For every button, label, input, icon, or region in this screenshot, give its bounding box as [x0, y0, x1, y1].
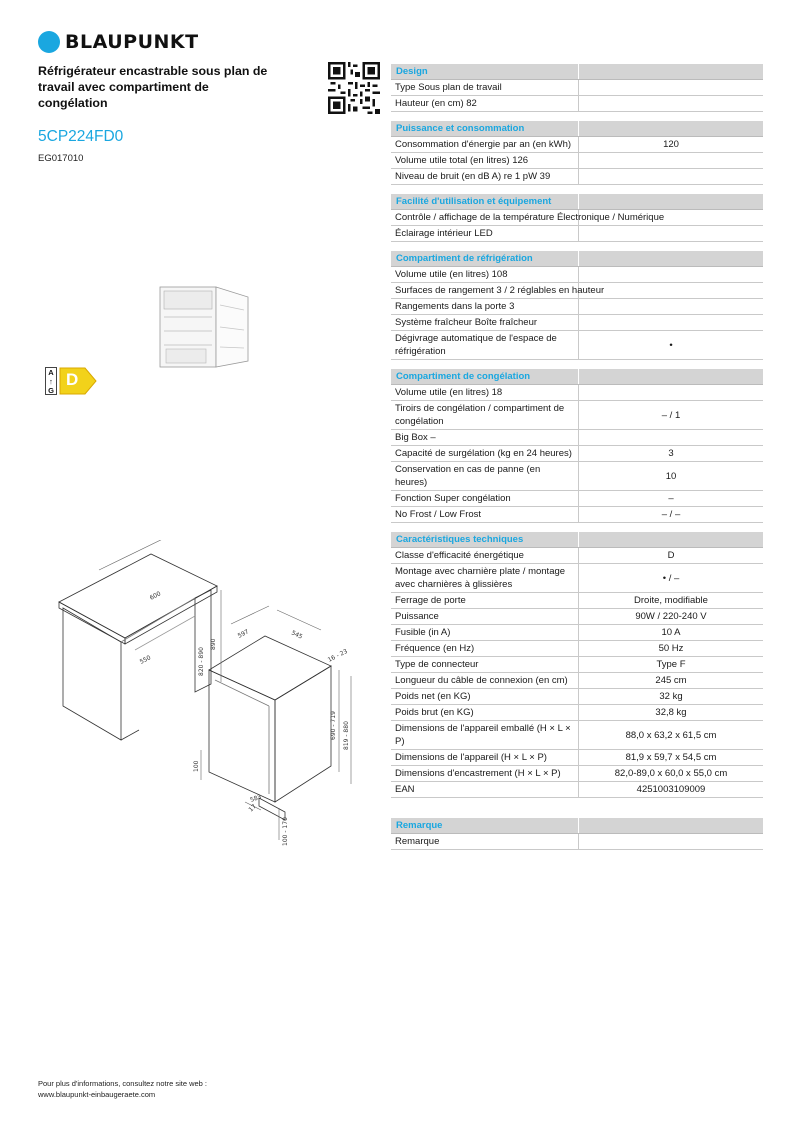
spec-value	[578, 834, 763, 849]
spec-section	[391, 369, 763, 523]
spec-value	[578, 96, 763, 111]
spec-value	[578, 267, 763, 282]
spec-label: Poids brut (en KG)	[395, 707, 474, 718]
spec-label: Type Sous plan de travail	[395, 82, 502, 93]
spec-row	[391, 766, 763, 782]
spec-label: Système fraîcheur Boîte fraîcheur	[395, 317, 538, 328]
spec-row	[391, 705, 763, 721]
spec-section	[391, 121, 763, 185]
spec-label: Ferrage de porte	[395, 595, 466, 606]
section-header	[391, 818, 763, 834]
energy-scale	[45, 367, 57, 395]
qr-code-icon	[328, 62, 380, 114]
section-title: Remarque	[396, 820, 443, 831]
spec-row	[391, 299, 763, 315]
spec-value: 81,9 x 59,7 x 54,5 cm	[578, 750, 763, 765]
spec-value	[578, 315, 763, 330]
spec-value: Type F	[578, 657, 763, 672]
spec-value: – / 1	[578, 401, 763, 429]
spec-row	[391, 834, 763, 850]
spec-value: 120	[578, 137, 763, 152]
spec-value: D	[578, 548, 763, 563]
spec-value: •	[578, 331, 763, 359]
footer	[38, 1078, 207, 1100]
spec-value	[578, 430, 763, 445]
spec-label: Poids net (en KG)	[395, 691, 471, 702]
spec-value: 32 kg	[578, 689, 763, 704]
spec-value	[578, 283, 763, 298]
section-title: Design	[396, 66, 428, 77]
section-title: Puissance et consommation	[396, 123, 525, 134]
dim-label: 550	[138, 654, 153, 666]
spec-row	[391, 564, 763, 593]
section-header	[391, 194, 763, 210]
product-image	[158, 283, 268, 369]
spec-label: Rangements dans la porte 3	[395, 301, 515, 312]
spec-row	[391, 548, 763, 564]
spec-row	[391, 153, 763, 169]
spec-section	[391, 194, 763, 242]
section-header-value	[578, 532, 763, 547]
spec-label: Capacité de surgélation (kg en 24 heures)	[395, 448, 572, 459]
spec-row	[391, 80, 763, 96]
spec-label: Volume utile (en litres) 18	[395, 387, 503, 398]
spec-value	[578, 226, 763, 241]
spec-label: Puissance	[395, 611, 439, 622]
spec-label: EAN	[395, 784, 415, 795]
spec-row	[391, 721, 763, 750]
spec-value	[578, 385, 763, 400]
spec-value: 4251003109009	[578, 782, 763, 797]
spec-row	[391, 609, 763, 625]
dim-label: 600	[148, 590, 163, 602]
section-title: Facilité d'utilisation et équipement	[396, 196, 552, 207]
spec-row	[391, 689, 763, 705]
section-header-value	[578, 64, 763, 79]
section-header-value	[578, 121, 763, 136]
spec-value: 3	[578, 446, 763, 461]
spec-row	[391, 96, 763, 112]
spec-row	[391, 283, 763, 299]
spec-value: • / –	[578, 564, 763, 592]
dim-label: 100	[193, 760, 200, 772]
spec-label: Remarque	[395, 836, 440, 847]
spec-value: 88,0 x 63,2 x 61,5 cm	[578, 721, 763, 749]
brand-logo	[38, 30, 199, 54]
dim-label: 100 - 170	[282, 817, 289, 846]
dim-label: 819 - 880	[343, 721, 350, 750]
spec-row	[391, 462, 763, 491]
spec-row	[391, 446, 763, 462]
spec-label: Dimensions de l'appareil (H × L × P)	[395, 752, 547, 763]
spec-label: Big Box –	[395, 432, 436, 443]
spec-value: –	[578, 491, 763, 506]
dim-label: 597	[236, 628, 251, 640]
section-header	[391, 369, 763, 385]
dim-label: 17	[247, 803, 258, 814]
section-header-value	[578, 818, 763, 833]
spec-value: 50 Hz	[578, 641, 763, 656]
spec-row	[391, 673, 763, 689]
spec-label: Dimensions d'encastrement (H × L × P)	[395, 768, 561, 779]
spec-row	[391, 137, 763, 153]
section-header	[391, 121, 763, 137]
spec-tables	[391, 64, 763, 859]
spec-label: Éclairage intérieur LED	[395, 228, 493, 239]
spec-value	[578, 80, 763, 95]
spec-row	[391, 657, 763, 673]
spec-label: Surfaces de rangement 3 / 2 réglables en hauteur	[395, 285, 605, 296]
spec-label: Volume utile total (en litres) 126	[395, 155, 529, 166]
spec-value: 245 cm	[578, 673, 763, 688]
section-title: Caractéristiques techniques	[396, 534, 524, 545]
energy-class: D	[66, 370, 79, 389]
spec-row	[391, 385, 763, 401]
arrow-up-icon: ↑	[49, 377, 53, 386]
spec-value	[578, 299, 763, 314]
spec-row	[391, 401, 763, 430]
dim-label: 583	[249, 793, 263, 804]
spec-row	[391, 641, 763, 657]
spec-label: Hauteur (en cm) 82	[395, 98, 477, 109]
product-code: EG017010	[38, 153, 84, 164]
dim-label: 545	[290, 629, 304, 641]
spec-label: Niveau de bruit (en dB A) re 1 pW 39	[395, 171, 551, 182]
spec-row	[391, 625, 763, 641]
spec-value	[578, 153, 763, 168]
section-header	[391, 532, 763, 548]
section-header	[391, 64, 763, 80]
spec-label: Volume utile (en litres) 108	[395, 269, 508, 280]
spec-section	[391, 251, 763, 360]
spec-label: Consommation d'énergie par an (en kWh)	[395, 139, 572, 150]
spec-label: Dimensions de l'appareil emballé (H × L × P)	[395, 723, 571, 747]
brand-name: BLAUPUNKT	[65, 31, 199, 53]
dim-label: 890	[210, 638, 217, 650]
spec-row	[391, 593, 763, 609]
section-header-value	[578, 194, 763, 209]
spec-label: Fusible (in A)	[395, 627, 451, 638]
installation-drawing	[55, 540, 360, 855]
spec-label: No Frost / Low Frost	[395, 509, 482, 520]
spec-value: 10	[578, 462, 763, 490]
spec-value: 82,0-89,0 x 60,0 x 55,0 cm	[578, 766, 763, 781]
spec-section	[391, 818, 763, 850]
energy-scale-top: A	[48, 368, 54, 377]
spec-value: – / –	[578, 507, 763, 522]
product-title: Réfrigérateur encastrable sous plan de travail avec compartiment de congélation	[38, 64, 268, 110]
spec-row	[391, 430, 763, 446]
footer-info: Pour plus d'informations, consultez notre site web :	[38, 1079, 208, 1088]
dim-label: 690 - 719	[330, 711, 337, 740]
section-header	[391, 251, 763, 267]
model-number: 5CP224FD0	[38, 128, 124, 145]
spec-label: Type de connecteur	[395, 659, 479, 670]
dim-label: 820 - 890	[198, 647, 205, 676]
spec-value	[578, 169, 763, 184]
spec-row	[391, 491, 763, 507]
section-header-value	[578, 369, 763, 384]
spec-row	[391, 507, 763, 523]
logo-dot-icon	[38, 31, 60, 53]
spec-label: Dégivrage automatique de l'espace de réfrigération	[395, 333, 557, 357]
spec-row	[391, 267, 763, 283]
spec-label: Conservation en cas de panne (en heures)	[395, 464, 541, 488]
spec-value: 10 A	[578, 625, 763, 640]
spec-value: 32,8 kg	[578, 705, 763, 720]
spec-row	[391, 169, 763, 185]
spec-label: Contrôle / affichage de la température Électronique / Numérique	[395, 212, 665, 223]
spec-row	[391, 750, 763, 766]
spec-row	[391, 210, 763, 226]
spec-label: Fonction Super congélation	[395, 493, 511, 504]
spec-section	[391, 64, 763, 112]
spec-label: Fréquence (en Hz)	[395, 643, 475, 654]
section-title: Compartiment de congélation	[396, 371, 531, 382]
spec-row	[391, 331, 763, 360]
energy-label	[45, 367, 97, 395]
footer-url: www.blaupunkt-einbaugeraete.com	[38, 1090, 156, 1099]
section-header-value	[578, 251, 763, 266]
spec-label: Tiroirs de congélation / compartiment de congélation	[395, 403, 565, 427]
section-title: Compartiment de réfrigération	[396, 253, 533, 264]
spec-row	[391, 315, 763, 331]
spec-label: Classe d'efficacité énergétique	[395, 550, 524, 561]
spec-section	[391, 532, 763, 798]
spec-label: Longueur du câble de connexion (en cm)	[395, 675, 568, 686]
spec-value: 90W / 220-240 V	[578, 609, 763, 624]
spec-value: Droite, modifiable	[578, 593, 763, 608]
spec-label: Montage avec charnière plate / montage avec charnières à glissières	[395, 566, 566, 590]
dim-label: 16 - 23	[326, 647, 349, 664]
spec-row	[391, 226, 763, 242]
energy-scale-bottom: G	[48, 386, 54, 395]
spec-row	[391, 782, 763, 798]
